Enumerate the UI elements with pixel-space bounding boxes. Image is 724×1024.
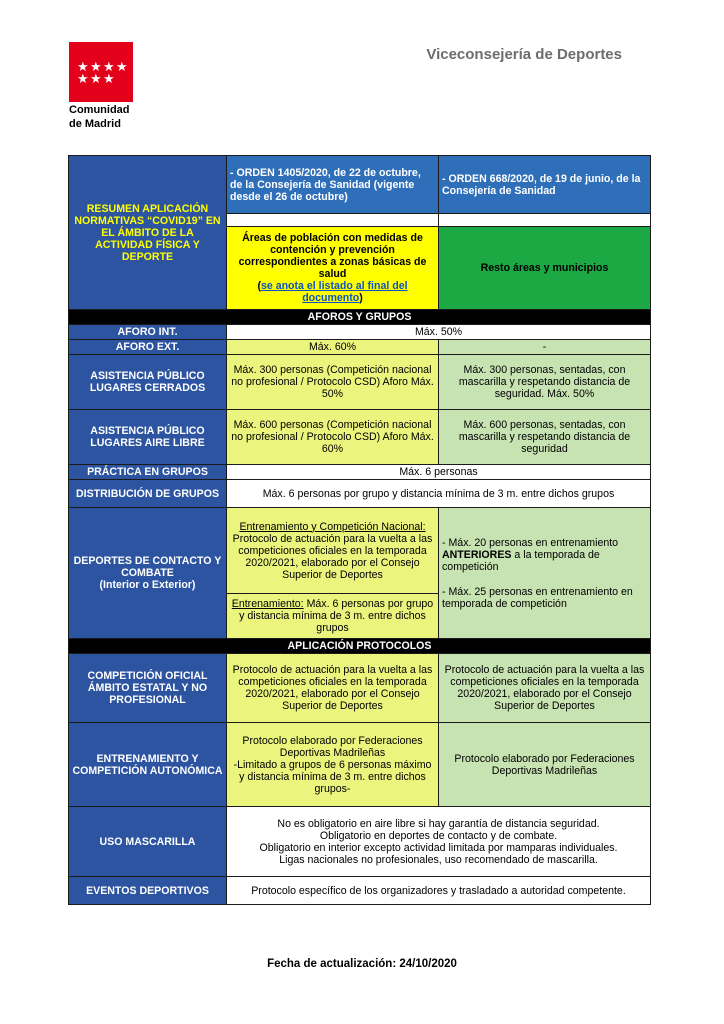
star-icon: ★ bbox=[103, 59, 115, 74]
contacto-label: DEPORTES DE CONTACTO Y COMBATE bbox=[73, 555, 222, 579]
mascarilla-label: USO MASCARILLA bbox=[69, 807, 227, 877]
contacto-col1-a bbox=[227, 508, 439, 594]
entren-col1-a: Protocolo elaborado por Federaciones Deportivas Madrileñas bbox=[242, 734, 423, 759]
entren-col1 bbox=[227, 723, 439, 807]
col2-header: - ORDEN 668/2020, de 19 de junio, de la Consejería de Sanidad bbox=[439, 156, 651, 214]
contacto-c2a-pre: - Máx. 20 personas en entrenamiento bbox=[442, 536, 619, 549]
asist-cerrados-col1: Máx. 300 personas (Competición nacional no profesional / Protocolo CSD) Aforo Máx. 50% bbox=[227, 355, 439, 410]
contacto-c2a bbox=[442, 537, 647, 573]
eventos-label: EVENTOS DEPORTIVOS bbox=[69, 877, 227, 905]
mascarilla-line: Ligas nacionales no profesionales, uso recomendado de mascarilla. bbox=[279, 853, 598, 866]
comunidad-madrid-logo bbox=[69, 42, 135, 130]
aforo-ext-label: AFORO EXT. bbox=[69, 340, 227, 355]
asist-cerrados-col2: Máx. 300 personas, sentadas, con mascarilla y respetando distancia de seguridad. Máx. 50% bbox=[439, 355, 651, 410]
contacto-c2a-bold: ANTERIORES bbox=[442, 548, 512, 561]
aforo-int-value: Máx. 50% bbox=[227, 325, 651, 340]
logo-red-box bbox=[69, 42, 133, 102]
eventos-value: Protocolo específico de los organizadores y trasladado a autoridad competente. bbox=[227, 877, 651, 905]
asist-libre-col1: Máx. 600 personas (Competición nacional no profesional / Protocolo CSD) Aforo Máx. 60% bbox=[227, 410, 439, 465]
comp-oficial-col1: Protocolo de actuación para la vuelta a las competiciones oficiales en la temporada 2020/2021, elaborado por el Consejo Superior de Deportes bbox=[227, 654, 439, 723]
contacto-c1a-rest: Protocolo de actuación para la vuelta a las competiciones oficiales en la temporada 2020/2021, elaborado por el Consejo Superior de Deportes bbox=[232, 532, 433, 581]
summary-title-cell: RESUMEN APLICACIÓN NORMATIVAS “COVID19” EN EL ÁMBITO DE LA ACTIVIDAD FÍSICA Y DEPORTE bbox=[69, 156, 227, 310]
contacto-c2b: - Máx. 25 personas en entrenamiento en temporada de competición bbox=[442, 585, 633, 610]
comp-oficial-col2: Protocolo de actuación para la vuelta a las competiciones oficiales en la temporada 2020/2021, elaborado por el Consejo Superior de Deportes bbox=[439, 654, 651, 723]
practica-value: Máx. 6 personas bbox=[227, 465, 651, 480]
section-aforos: AFOROS Y GRUPOS bbox=[69, 310, 651, 325]
aforo-ext-col2: - bbox=[439, 340, 651, 355]
contacto-c1b-underline: Entrenamiento: bbox=[231, 598, 304, 610]
distrib-value: Máx. 6 personas por grupo y distancia mínima de 3 m. entre dichos grupos bbox=[227, 480, 651, 508]
entren-col1-b: -Limitado a grupos de 6 personas máximo y distancia mínima de 3 m. entre dichos grupos- bbox=[233, 758, 432, 795]
col2-area-cell: Resto áreas y municipios bbox=[439, 227, 651, 310]
star-icon: ★ bbox=[77, 59, 89, 74]
col1-header: - ORDEN 1405/2020, de 22 de octubre, de la Consejería de Sanidad (vigente desde el 26 de octubre) bbox=[227, 156, 439, 214]
spacer-cell bbox=[227, 214, 439, 227]
spacer-cell bbox=[439, 214, 651, 227]
contacto-col2 bbox=[439, 508, 651, 639]
mascarilla-line: No es obligatorio en aire libre si hay garantía de distancia seguridad. bbox=[277, 817, 600, 830]
page-header-title: Viceconsejería de Deportes bbox=[426, 46, 622, 63]
star-icon: ★ bbox=[116, 59, 128, 74]
star-icon: ★ bbox=[103, 71, 115, 86]
comp-oficial-label: COMPETICIÓN OFICIAL ÁMBITO ESTATAL Y NO PROFESIONAL bbox=[69, 654, 227, 723]
asist-libre-col2: Máx. 600 personas, sentadas, con mascarilla y respetando distancia de seguridad bbox=[439, 410, 651, 465]
mascarilla-line: Obligatorio en deportes de contacto y de combate. bbox=[319, 829, 558, 842]
contacto-c2a-post: a la temporada de competición bbox=[442, 548, 600, 573]
section-protocolos: APLICACIÓN PROTOCOLOS bbox=[69, 639, 651, 654]
aforo-int-label: AFORO INT. bbox=[69, 325, 227, 340]
mascarilla-line: Obligatorio en interior excepto actividad limitada por mamparas individuales. bbox=[259, 841, 618, 854]
contacto-col1-b bbox=[227, 594, 439, 639]
logo-text-line1: Comunidad bbox=[69, 104, 130, 116]
listado-link[interactable]: se anota el listado al final del documento bbox=[260, 280, 408, 304]
contacto-sublabel: (Interior o Exterior) bbox=[99, 579, 196, 591]
col1-area-cell: Áreas de población con medidas de contención y prevención correspondientes a zonas básicas de salud (se anota el listado al final del documento) bbox=[227, 227, 439, 310]
asist-libre-label: ASISTENCIA PÚBLICO LUGARES AIRE LIBRE bbox=[69, 410, 227, 465]
logo-text-line2: de Madrid bbox=[69, 118, 121, 130]
contacto-c1b-rest: Máx. 6 personas por grupo y distancia mínima de 3 m. entre dichos grupos bbox=[239, 598, 434, 634]
entren-col2: Protocolo elaborado por Federaciones Deportivas Madrileñas bbox=[439, 723, 651, 807]
distrib-label: DISTRIBUCIÓN DE GRUPOS bbox=[69, 480, 227, 508]
col1-area-text: Áreas de población con medidas de contención y prevención correspondientes a zonas básicas de salud bbox=[238, 232, 427, 280]
contacto-label-cell bbox=[69, 508, 227, 639]
mascarilla-value bbox=[227, 807, 651, 877]
covid-summary-table bbox=[68, 155, 651, 905]
star-icon: ★ bbox=[90, 71, 102, 86]
star-icon: ★ bbox=[90, 59, 102, 74]
aforo-ext-col1: Máx. 60% bbox=[227, 340, 439, 355]
footer-date: Fecha de actualización: 24/10/2020 bbox=[267, 958, 457, 970]
asist-cerrados-label: ASISTENCIA PÚBLICO LUGARES CERRADOS bbox=[69, 355, 227, 410]
star-icon: ★ bbox=[77, 71, 89, 86]
practica-label: PRÁCTICA EN GRUPOS bbox=[69, 465, 227, 480]
contacto-c1a-underline: Entrenamiento y Competición Nacional: bbox=[239, 520, 426, 533]
entren-label: ENTRENAMIENTO Y COMPETICIÓN AUTONÓMICA bbox=[69, 723, 227, 807]
